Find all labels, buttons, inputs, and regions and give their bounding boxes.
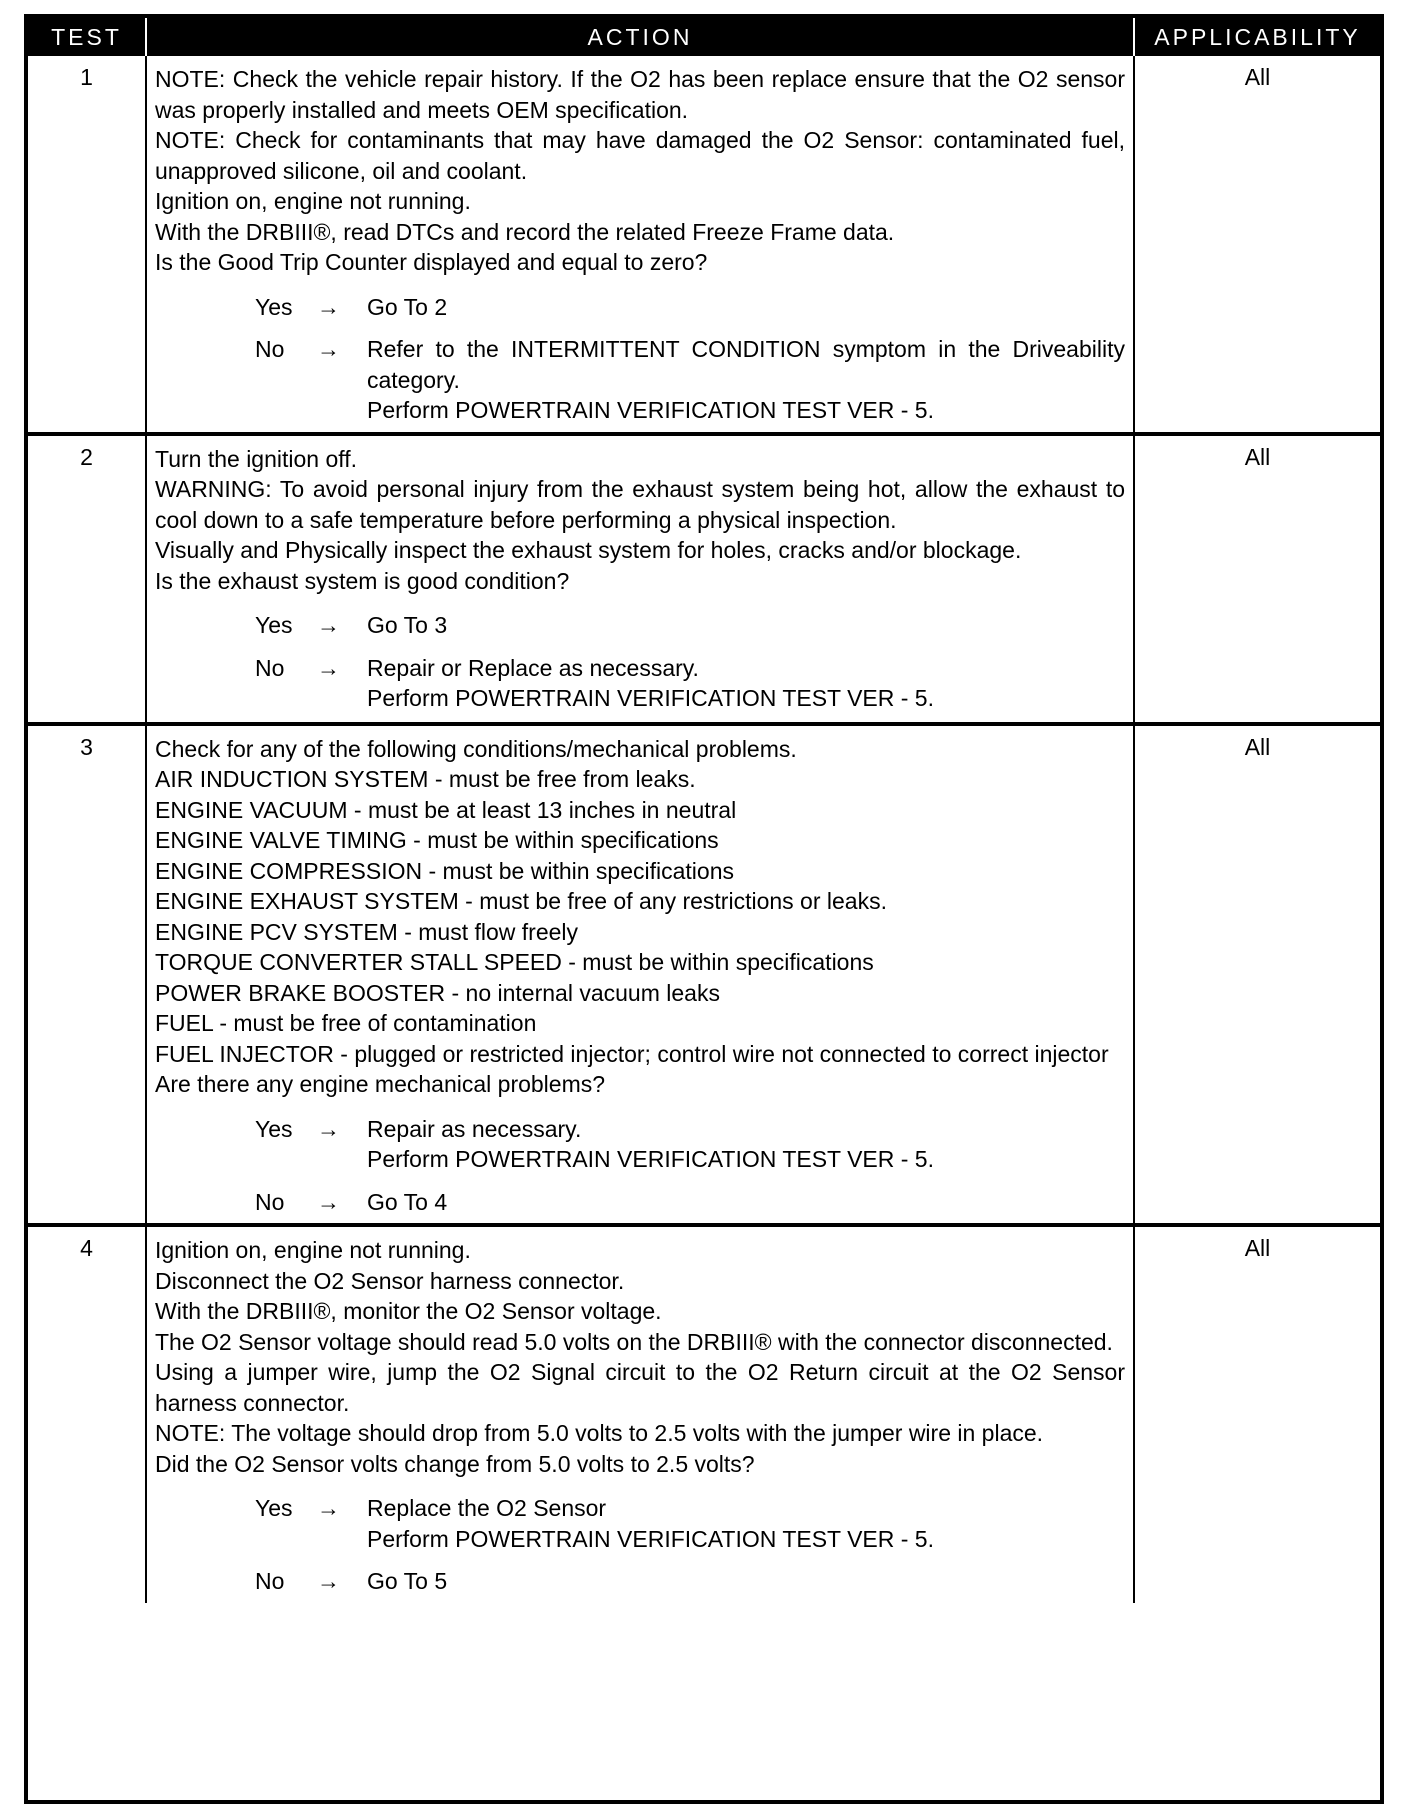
table-header-row [28, 18, 1380, 56]
arrow-right-icon: → [317, 1188, 340, 1215]
action-line: Turn the ignition off. [155, 445, 358, 472]
header-test: TEST [51, 23, 122, 50]
action-cell [146, 724, 1134, 1226]
action-line: ENGINE PCV SYSTEM - must flow freely [155, 918, 579, 945]
result-line: Go To 3 [367, 612, 448, 638]
result-line: Replace the O2 Sensor [367, 1495, 607, 1521]
result-line: Go To 5 [367, 1568, 448, 1594]
action-line: NOTE: Check the vehicle repair history. If the O2 has been replace ensure that the O2 sensor was properly installed and meets OEM specification. [155, 66, 1125, 123]
yes-answer [155, 610, 1125, 641]
action-line: TORQUE CONVERTER STALL SPEED - must be within specifications [155, 949, 874, 975]
applicability-value: All [1134, 434, 1380, 724]
test-number: 1 [28, 56, 146, 434]
applicability-value: All [1134, 1225, 1380, 1603]
action-cell [146, 56, 1134, 434]
table-row [28, 724, 1380, 1226]
yes-label: Yes [255, 1115, 293, 1142]
action-line: Using a jumper wire, jump the O2 Signal circuit to the O2 Return circuit at the O2 Sensor harness connector. [155, 1359, 1125, 1416]
result-line: Repair or Replace as necessary. [367, 654, 699, 681]
table-row [28, 56, 1380, 434]
result-line: Go To 2 [367, 293, 448, 320]
no-result [367, 1566, 1125, 1597]
test-number: 4 [28, 1225, 146, 1603]
yes-result [367, 292, 1125, 323]
applicability-value: All [1134, 56, 1380, 434]
action-line: NOTE: Check for contaminants that may have damaged the O2 Sensor: contaminated fuel, unapproved silicone, oil and coolant. [155, 127, 1125, 184]
arrow-right-icon: → [317, 293, 340, 320]
action-line: Are there any engine mechanical problems? [155, 1071, 606, 1097]
no-result [367, 1187, 1125, 1218]
action-cell [146, 1225, 1134, 1603]
action-line: WARNING: To avoid personal injury from the exhaust system being hot, allow the exhaust to cool down to a safe temperature before performing a physical inspection. [155, 476, 1125, 533]
yes-answer [155, 1114, 1125, 1175]
yes-answer [155, 292, 1125, 323]
no-answer [155, 1187, 1125, 1218]
action-line: FUEL - must be free of contamination [155, 1010, 537, 1036]
action-line: Is the exhaust system is good condition? [155, 567, 570, 594]
action-line: Ignition on, engine not running. [155, 1237, 471, 1263]
no-label: No [255, 1568, 285, 1594]
yes-result [367, 610, 1125, 641]
yes-result [367, 1493, 1125, 1554]
arrow-right-icon: → [317, 1495, 340, 1521]
applicability-value: All [1134, 724, 1380, 1226]
action-line: ENGINE VACUUM - must be at least 13 inches in neutral [155, 796, 737, 823]
action-line: Check for any of the following conditions/mechanical problems. [155, 735, 797, 762]
yes-label: Yes [255, 293, 293, 320]
no-result [367, 653, 1125, 714]
no-answer [155, 1566, 1125, 1597]
action-line: The O2 Sensor voltage should read 5.0 volts on the DRBIII® with the connector disconnected. [155, 1328, 1113, 1355]
action-line: ENGINE COMPRESSION - must be within specifications [155, 857, 734, 884]
result-line: Perform POWERTRAIN VERIFICATION TEST VER - 5. [367, 1146, 934, 1172]
no-answer [155, 334, 1125, 426]
table-row [28, 434, 1380, 724]
table-row [28, 1225, 1380, 1603]
no-label: No [255, 654, 285, 681]
diagnostic-test-table [24, 14, 1384, 1804]
result-line: Perform POWERTRAIN VERIFICATION TEST VER - 5. [367, 397, 934, 423]
arrow-right-icon: → [317, 1115, 340, 1142]
action-line: POWER BRAKE BOOSTER - no internal vacuum leaks [155, 979, 720, 1006]
action-line: ENGINE EXHAUST SYSTEM - must be free of any restrictions or leaks. [155, 888, 887, 914]
action-line: ENGINE VALVE TIMING - must be within specifications [155, 827, 719, 853]
header-applicability: APPLICABILITY [1134, 18, 1380, 56]
action-line: Ignition on, engine not running. [155, 188, 471, 214]
yes-result [367, 1114, 1125, 1175]
test-number: 2 [28, 434, 146, 724]
result-line: Go To 4 [367, 1188, 448, 1215]
action-line: Visually and Physically inspect the exhaust system for holes, cracks and/or blockage. [155, 537, 1022, 563]
action-cell [146, 434, 1134, 724]
action-line: FUEL INJECTOR - plugged or restricted injector; control wire not connected to correct injector [155, 1040, 1109, 1067]
result-line: Perform POWERTRAIN VERIFICATION TEST VER - 5. [367, 685, 934, 711]
header-action: ACTION [146, 18, 1134, 56]
yes-answer [155, 1493, 1125, 1554]
no-label: No [255, 1188, 285, 1215]
result-line: Perform POWERTRAIN VERIFICATION TEST VER - 5. [367, 1525, 934, 1552]
result-line: Repair as necessary. [367, 1115, 582, 1142]
action-line: Is the Good Trip Counter displayed and equal to zero? [155, 249, 708, 275]
action-line: Did the O2 Sensor volts change from 5.0 volts to 2.5 volts? [155, 1450, 755, 1477]
arrow-right-icon: → [317, 654, 340, 681]
action-line: With the DRBIII®, monitor the O2 Sensor voltage. [155, 1298, 662, 1324]
action-line: AIR INDUCTION SYSTEM - must be free from leaks. [155, 766, 696, 792]
arrow-right-icon: → [317, 1568, 340, 1594]
yes-label: Yes [255, 1495, 293, 1521]
action-line: NOTE: The voltage should drop from 5.0 volts to 2.5 volts with the jumper wire in place. [155, 1420, 1044, 1446]
no-answer [155, 653, 1125, 714]
no-label: No [255, 336, 285, 362]
result-line: Refer to the INTERMITTENT CONDITION symptom in the Driveability category. [367, 336, 1125, 393]
action-line: With the DRBIII®, read DTCs and record the related Freeze Frame data. [155, 218, 895, 245]
yes-label: Yes [255, 612, 293, 638]
arrow-right-icon: → [317, 336, 340, 362]
action-line: Disconnect the O2 Sensor harness connector. [155, 1267, 625, 1294]
arrow-right-icon: → [317, 612, 340, 638]
test-number: 3 [28, 724, 146, 1226]
no-result [367, 334, 1125, 426]
